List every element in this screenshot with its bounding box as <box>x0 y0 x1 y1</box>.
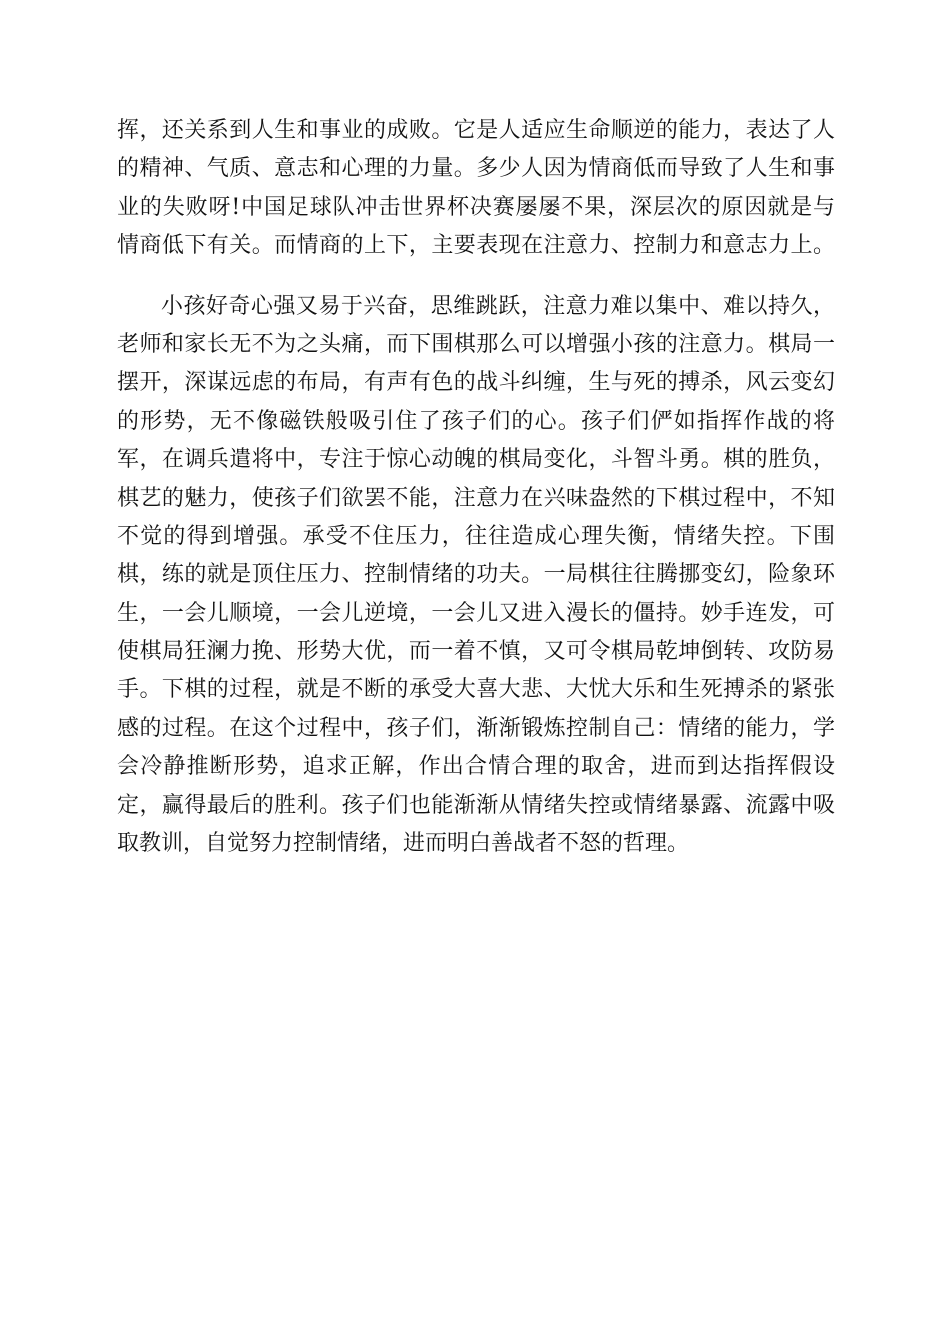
paragraph-1 <box>117 112 835 266</box>
paragraph-line: 业的失败呀!中国足球队冲击世界杯决赛屡屡不果，深层次的原因就是与 <box>117 194 835 220</box>
paragraph-line: 军，在调兵遣将中，专注于惊心动魄的棋局变化，斗智斗勇。棋的胜负， <box>117 447 835 473</box>
paragraph-line: 使棋局狂澜力挽、形势大优，而一着不慎，又可令棋局乾坤倒转、攻防易 <box>117 639 835 665</box>
paragraph-line: 小孩好奇心强又易于兴奋，思维跳跃，注意力难以集中、难以持久， <box>161 293 835 319</box>
paragraph-line: 的精神、气质、意志和心理的力量。多少人因为情商低而导致了人生和事 <box>117 156 835 182</box>
paragraph-line: 挥，还关系到人生和事业的成败。它是人适应生命顺逆的能力，表达了人 <box>117 118 835 143</box>
paragraph-line: 老师和家长无不为之头痛，而下围棋那么可以增强小孩的注意力。棋局一 <box>117 331 835 357</box>
paragraph-line: 手。下棋的过程，就是不断的承受大喜大悲、大忧大乐和生死搏杀的紧张 <box>117 677 835 703</box>
paragraph-line: 不觉的得到增强。承受不住压力，往往造成心理失衡，情绪失控。下围 <box>117 523 835 549</box>
paragraph-line: 摆开，深谋远虑的布局，有声有色的战斗纠缠，生与死的搏杀，风云变幻 <box>117 370 835 396</box>
paragraph-2 <box>117 288 835 864</box>
paragraph-line: 棋艺的魅力，使孩子们欲罢不能，注意力在兴味盎然的下棋过程中，不知 <box>117 485 835 511</box>
paragraph-line: 定，赢得最后的胜利。孩子们也能渐渐从情绪失控或情绪暴露、流露中吸 <box>117 792 835 818</box>
paragraph-line: 感的过程。在这个过程中，孩子们，渐渐锻炼控制自己：情绪的能力，学 <box>117 715 835 741</box>
paragraph-line: 的形势，无不像磁铁般吸引住了孩子们的心。孩子们俨如指挥作战的将 <box>117 408 835 434</box>
paragraph-line: 取教训，自觉努力控制情绪，进而明白善战者不怒的哲理。 <box>117 831 690 857</box>
paragraph-spacer <box>117 266 835 288</box>
paragraph-line: 情商低下有关。而情商的上下，主要表现在注意力、控制力和意志力上。 <box>117 233 835 259</box>
document-body <box>117 112 835 863</box>
paragraph-line: 棋，练的就是顶住压力、控制情绪的功夫。一局棋往往腾挪变幻，险象环 <box>117 562 835 588</box>
paragraph-line: 会冷静推断形势，追求正解，作出合情合理的取舍，进而到达指挥假设 <box>117 754 835 780</box>
paragraph-line: 生，一会儿顺境，一会儿逆境，一会儿又进入漫长的僵持。妙手连发，可 <box>117 600 835 626</box>
